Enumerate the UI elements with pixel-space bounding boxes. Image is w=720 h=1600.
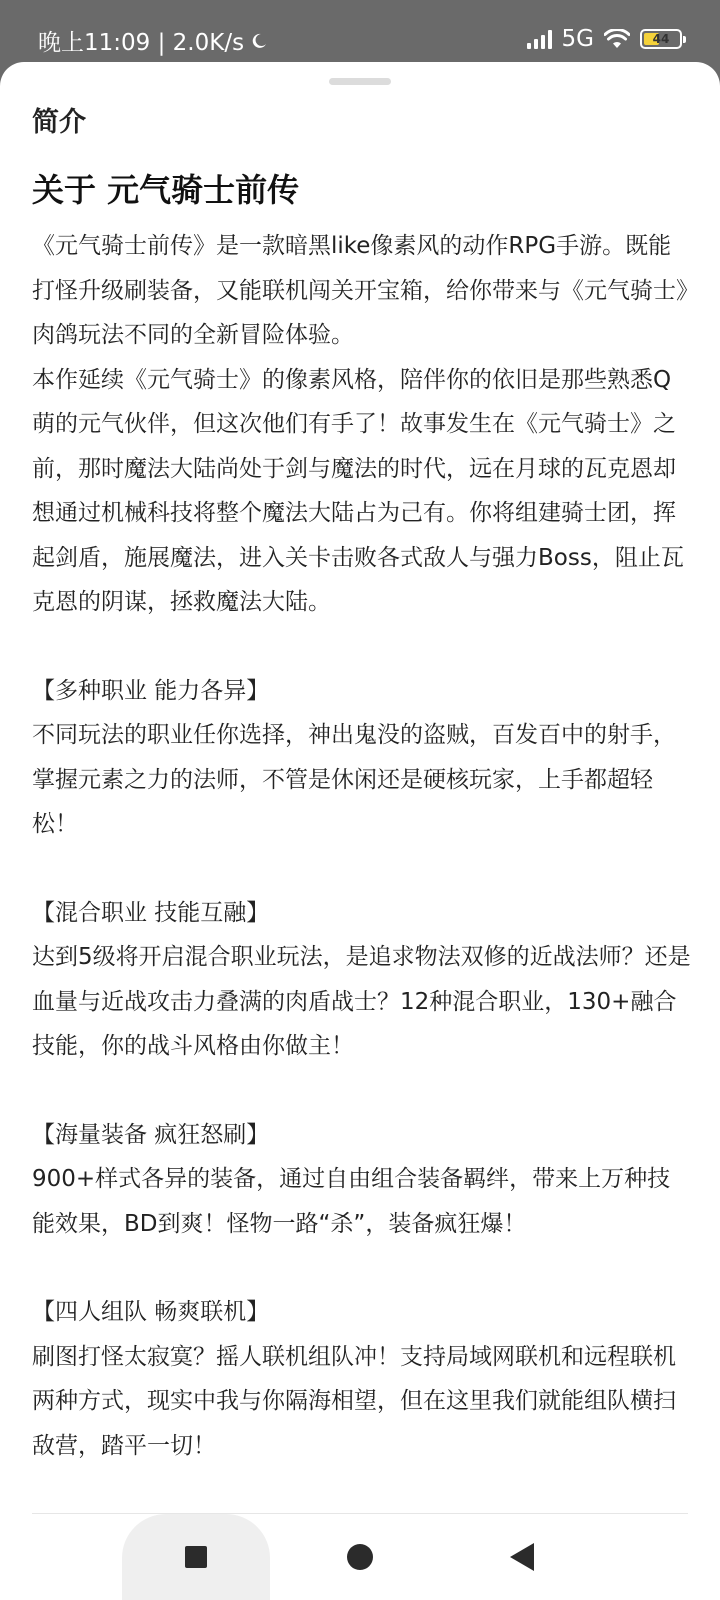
section-body: 不同玩法的职业任你选择，神出鬼没的盗贼，百发百中的射手，掌握元素之力的法师，不管是休闲还是硬核玩家，上手都超轻松！ [32, 722, 676, 837]
wifi-icon [604, 29, 630, 49]
status-left [38, 24, 268, 57]
battery-icon [640, 29, 682, 49]
description-text [32, 224, 692, 1468]
back-button[interactable] [492, 1514, 552, 1600]
sheet-header-label: 简介 [32, 107, 86, 138]
intro-paragraph: 《元气骑士前传》是一款暗黑like像素风的动作RPG手游。既能打怪升级刷装备，又能联机闯关开宝箱，给你带来与《元气骑士》肉鸽玩法不同的全新冒险体验。 [32, 233, 688, 348]
intro-paragraph: 本作延续《元气骑士》的像素风格，陪伴你的依旧是那些熟悉Q萌的元气伙伴，但这次他们有手了！故事发生在《元气骑士》之前，那时魔法大陆尚处于剑与魔法的时代，远在月球的瓦克恩却想通过机械科技将整个魔法大陆占为己有。你将组建骑士团，挥起剑盾，施展魔法，进入关卡击败各式敌人与强力Boss，阻止瓦克恩的阴谋，拯救魔法大陆。 [32, 366, 684, 615]
square-icon [185, 1546, 207, 1568]
intro-sheet [0, 62, 720, 1600]
moon-icon [250, 32, 268, 50]
section-heading: 【多种职业 能力各异】 [32, 677, 270, 704]
section-heading: 【海量装备 疯狂怒刷】 [32, 1121, 270, 1148]
signal-icon [527, 29, 552, 49]
about-title: 关于 元气骑士前传 [32, 171, 300, 209]
section-heading: 【混合职业 技能互融】 [32, 899, 270, 926]
home-button[interactable] [330, 1514, 390, 1600]
network-type: 5G [561, 26, 594, 52]
section-body: 刷图打怪太寂寞？摇人联机组队冲！支持局域网联机和远程联机两种方式，现实中我与你隔海相望，但在这里我们就能组队横扫敌营，踏平一切！ [32, 1343, 676, 1459]
status-bar [0, 0, 720, 66]
status-right [527, 26, 682, 52]
intro-content [32, 168, 692, 1468]
section-body: 达到5级将开启混合职业玩法，是追求物法双修的近战法师？还是血量与近战攻击力叠满的肉盾战士？12种混合职业，130+融合技能，你的战斗风格由你做主！ [32, 944, 691, 1059]
drag-handle[interactable] [329, 78, 391, 85]
back-triangle-icon [510, 1543, 534, 1571]
circle-icon [347, 1544, 373, 1570]
section-body: 900+样式各异的装备，通过自由组合装备羁绊，带来上万种技能效果，BD到爽！怪物一路“杀”，装备疯狂爆！ [32, 1166, 671, 1237]
navigation-bar [0, 1514, 720, 1600]
status-time-speed: 晚上11:09 | 2.0K/s [38, 30, 245, 56]
recent-apps-button[interactable] [122, 1514, 270, 1600]
section-heading: 【四人组队 畅爽联机】 [32, 1299, 270, 1325]
battery-level: 44 [652, 32, 670, 46]
